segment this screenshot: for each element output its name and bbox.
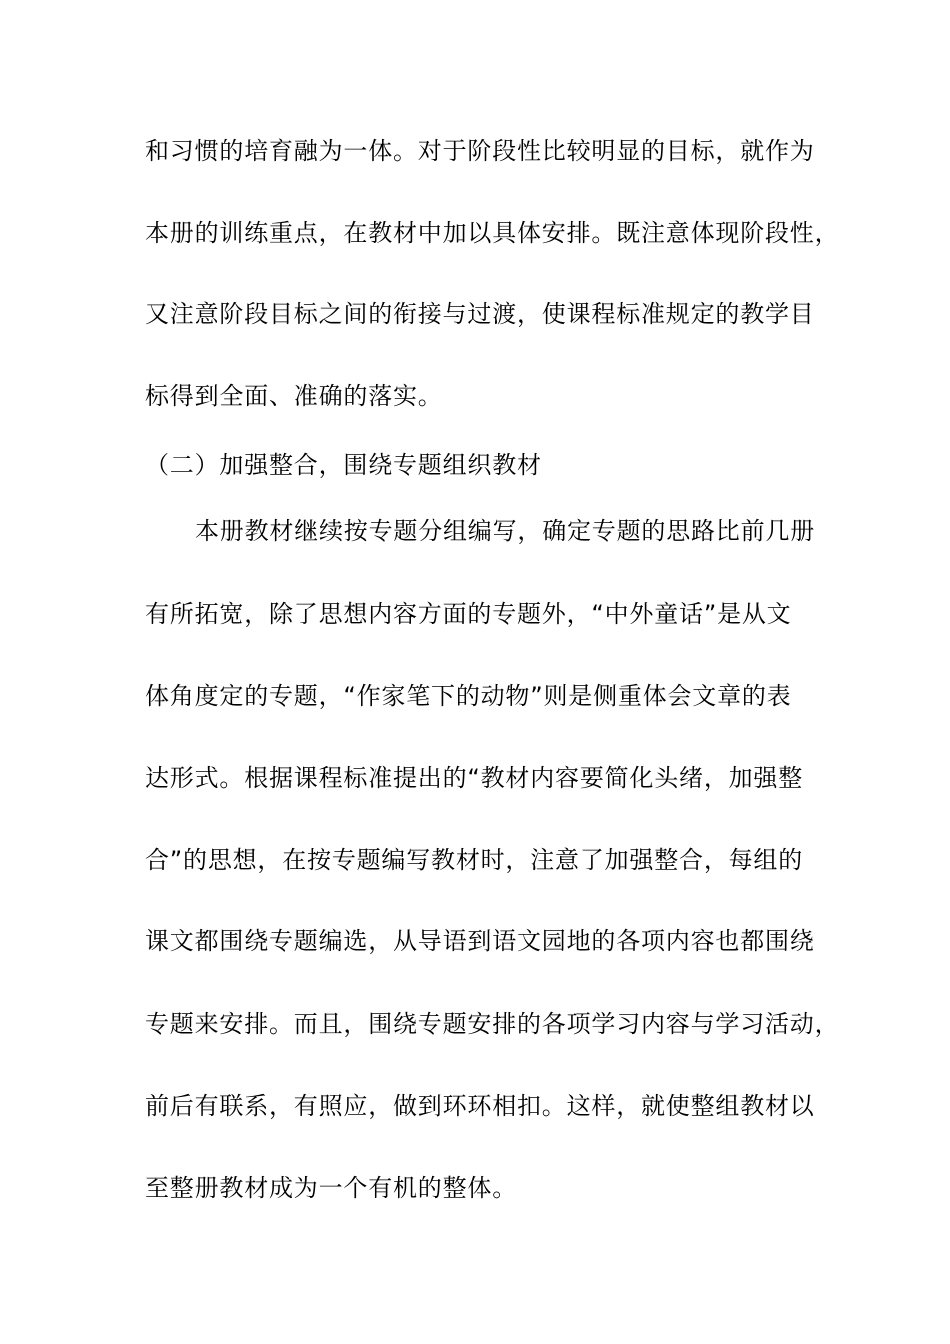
paragraph-line: 课文都围绕专题编选，从导语到语文园地的各项内容也都围绕 <box>145 927 815 955</box>
section-heading: （二）加强整合，围绕专题组织教材 <box>145 451 542 479</box>
paragraph-line: 达形式。根据课程标准提出的“教材内容要简化头绪，加强整 <box>145 764 804 792</box>
paragraph-line: 体角度定的专题，“作家笔下的动物”则是侧重体会文章的表 <box>145 682 792 710</box>
paragraph-line: 标得到全面、准确的落实。 <box>145 382 443 410</box>
paragraph-line: 前后有联系，有照应，做到环环相扣。这样，就使整组教材以 <box>145 1092 815 1120</box>
paragraph-line: 和习惯的培育融为一体。对于阶段性比较明显的目标，就作为 <box>145 137 815 165</box>
paragraph-line: 至整册教材成为一个有机的整体。 <box>145 1174 517 1202</box>
paragraph-line: 有所拓宽，除了思想内容方面的专题外，“中外童话”是从文 <box>145 600 792 628</box>
paragraph-line: 专题来安排。而且，围绕专题安排的各项学习内容与学习活动， <box>145 1010 840 1038</box>
paragraph-line: 又注意阶段目标之间的衔接与过渡，使课程标准规定的教学目 <box>145 300 815 328</box>
paragraph-line: 本册的训练重点，在教材中加以具体安排。既注意体现阶段性， <box>145 219 840 247</box>
paragraph-line: 本册教材继续按专题分组编写，确定专题的思路比前几册 <box>195 517 815 545</box>
paragraph-line: 合”的思想，在按专题编写教材时，注意了加强整合，每组的 <box>145 846 804 874</box>
